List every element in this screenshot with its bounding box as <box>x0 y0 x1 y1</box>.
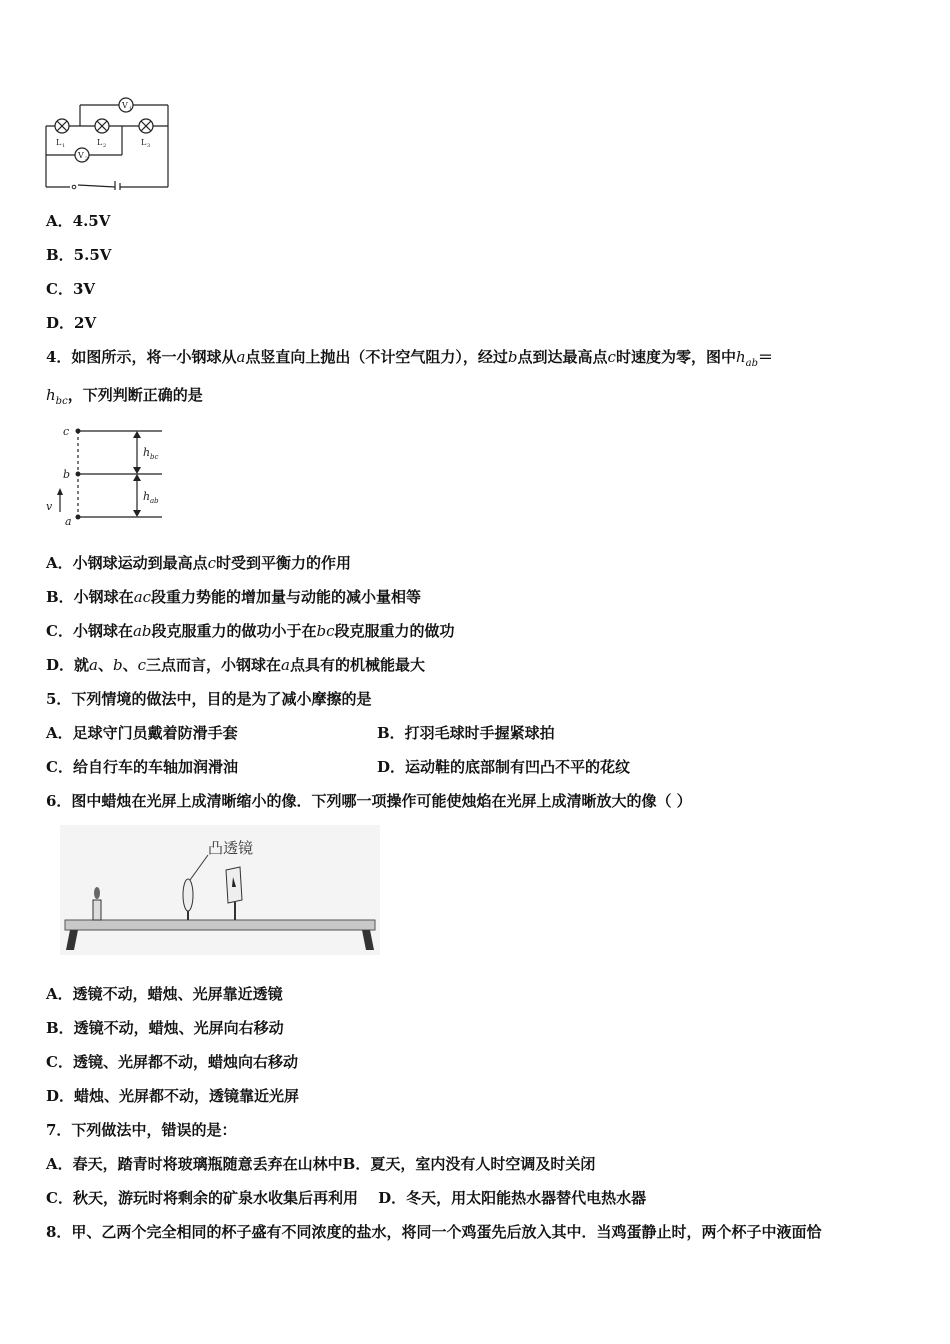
q5-option-d: D．运动鞋的底部制有凹凸不平的花纹 <box>377 758 631 776</box>
q4-stem-line2: $h_{bc}$，下列判断正确的是 <box>46 386 203 407</box>
svg-text:2: 2 <box>85 156 89 162</box>
lamp-l1 <box>55 119 69 133</box>
q7-options-cd: C．秋天，游玩时将剩余的矿泉水收集后再利用 D．冬天，用太阳能热水器替代电热水器 <box>46 1189 647 1207</box>
q7-options-ab: A．春天，踏青时将玻璃瓶随意丢弃在山林中B．夏天，室内没有人时空调及时关闭 <box>46 1155 596 1173</box>
label-a: a <box>65 515 72 528</box>
q3-option-d: D．2V <box>46 314 97 332</box>
svg-text:2: 2 <box>103 143 107 149</box>
q4-option-a: A．小钢球运动到最高点c时受到平衡力的作用 <box>46 554 352 572</box>
v1-label: V <box>122 101 128 110</box>
q5-option-a: A．足球守门员戴着防滑手套 <box>46 724 238 742</box>
label-c: c <box>63 425 70 438</box>
svg-text:3: 3 <box>147 143 151 149</box>
q6-option-c: C．透镜、光屏都不动，蜡烛向右移动 <box>46 1053 298 1071</box>
optical-bench-figure <box>60 825 380 955</box>
lamp-l2 <box>95 119 109 133</box>
q3-option-c: C．3V <box>46 280 96 298</box>
circuit-diagram <box>40 95 175 190</box>
q5-stem: 5．下列情境的做法中，目的是为了减小摩擦的是 <box>46 690 372 708</box>
q8-stem: 8．甲、乙两个完全相同的杯子盛有不同浓度的盐水，将同一个鸡蛋先后放入其中．当鸡蛋静止时，两个杯子中液面恰 <box>46 1223 822 1241</box>
label-v: v <box>46 500 53 513</box>
l3-label: L <box>141 138 147 147</box>
q6-stem: 6．图中蜡烛在光屏上成清晰缩小的像．下列哪一项操作可能使烛焰在光屏上成清晰放大的像（ ） <box>46 792 692 810</box>
candle <box>93 887 101 920</box>
point-b <box>76 472 81 477</box>
label-hbc: h <box>143 446 151 459</box>
ball-height-diagram <box>40 420 175 530</box>
l1-label: L <box>56 138 62 147</box>
q7-stem: 7．下列做法中，错误的是： <box>46 1121 237 1139</box>
point-a <box>76 515 81 520</box>
svg-text:bc: bc <box>150 453 159 461</box>
label-hab: h <box>143 490 151 503</box>
svg-text:1: 1 <box>129 106 133 112</box>
q4-option-d: D．就a、b、c三点而言，小钢球在a点具有的机械能最大 <box>46 656 425 674</box>
q4-option-b: B．小钢球在ac段重力势能的增加量与动能的减小量相等 <box>46 588 422 606</box>
lamp-l3 <box>139 119 153 133</box>
q5-option-b: B．打羽毛球时手握紧球拍 <box>377 724 555 742</box>
q3-option-b: B．5.5V <box>46 246 112 264</box>
svg-text:1: 1 <box>62 143 66 149</box>
q6-option-a: A．透镜不动，蜡烛、光屏靠近透镜 <box>46 985 283 1003</box>
q6-option-d: D．蜡烛、光屏都不动，透镜靠近光屏 <box>46 1087 300 1105</box>
q6-option-b: B．透镜不动，蜡烛、光屏向右移动 <box>46 1019 284 1037</box>
label-b: b <box>63 468 71 481</box>
q5-option-c: C．给自行车的车轴加润滑油 <box>46 758 238 776</box>
q3-option-a: A．4.5V <box>46 212 111 230</box>
l2-label: L <box>97 138 103 147</box>
q4-stem-line1: 4．如图所示，将一小钢球从a点竖直向上抛出（不计空气阻力），经过b点到达最高点c时速度为零，图中$h_{ab}=$ <box>46 348 774 369</box>
v2-label: V <box>78 151 84 160</box>
svg-text:ab: ab <box>150 497 159 505</box>
q4-option-c: C．小钢球在ab段克服重力的做功小于在bc段克服重力的做功 <box>46 622 455 640</box>
point-c <box>76 429 81 434</box>
lens-label: 凸透镜 <box>208 839 254 857</box>
